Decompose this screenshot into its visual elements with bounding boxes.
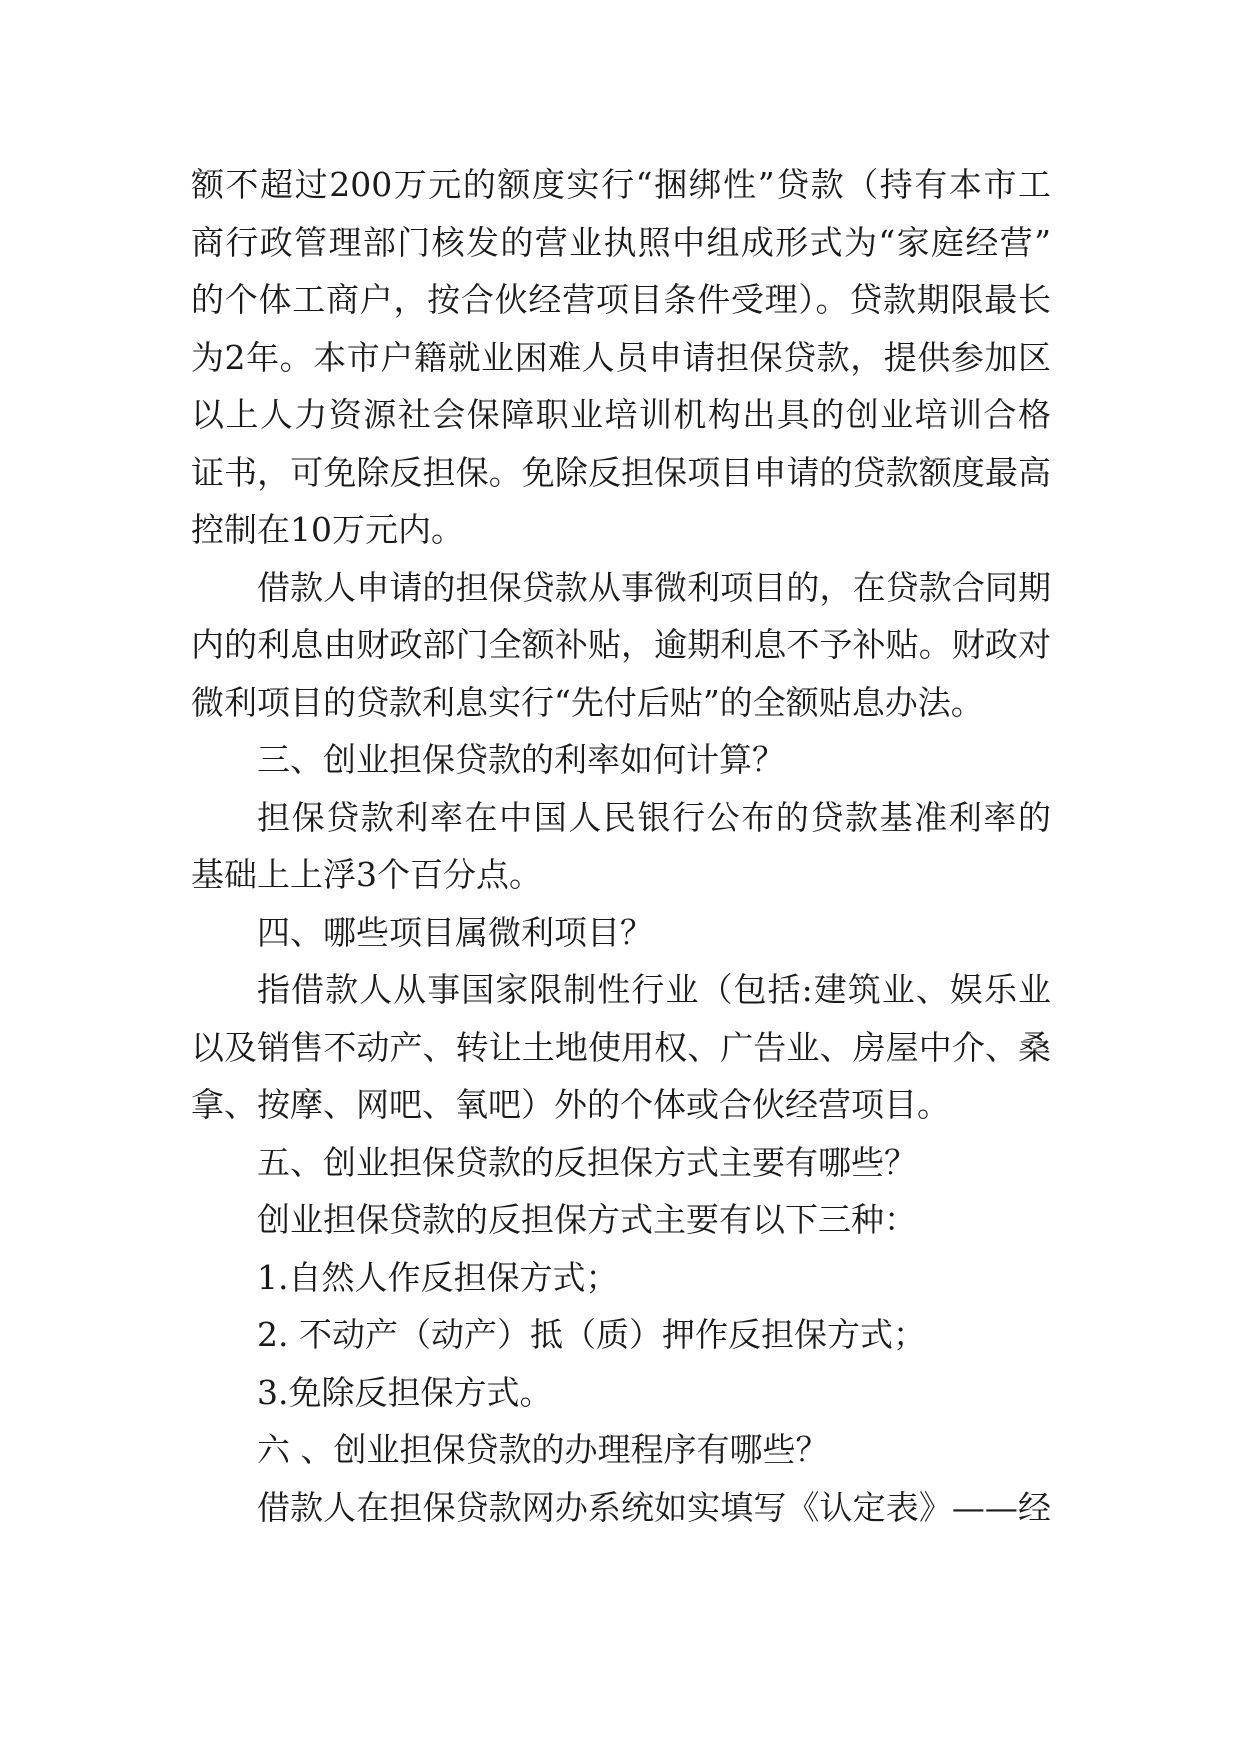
section-heading: 五、创业担保贷款的反担保方式主要有哪些？ bbox=[257, 1143, 917, 1182]
body-text-line: 为2年。本市户籍就业困难人员申请担保贷款，提供参加区 bbox=[191, 338, 1051, 377]
body-text-line: 商行政管理部门核发的营业执照中组成形式为“家庭经营” bbox=[191, 223, 1051, 262]
paragraph-first-line: 担保贷款利率在中国人民银行公布的贷款基准利率的 bbox=[257, 798, 1051, 837]
section-heading: 四、哪些项目属微利项目？ bbox=[257, 913, 653, 952]
body-text-line: 基础上上浮3个百分点。 bbox=[191, 855, 542, 894]
body-text-line: 微利项目的贷款利息实行“先付后贴”的全额贴息办法。 bbox=[191, 683, 984, 722]
section-heading: 三、创业担保贷款的利率如何计算？ bbox=[257, 740, 785, 779]
body-text-line: 内的利息由财政部门全额补贴，逾期利息不予补贴。财政对 bbox=[191, 625, 1051, 664]
body-text-line: 的个体工商户，按合伙经营项目条件受理）。贷款期限最长 bbox=[191, 280, 1051, 319]
body-text-line: 控制在10万元内。 bbox=[191, 510, 464, 549]
body-text-line: 以上人力资源社会保障职业培训机构出具的创业培训合格 bbox=[191, 395, 1051, 434]
paragraph-first-line: 创业担保贷款的反担保方式主要有以下三种： bbox=[257, 1200, 917, 1239]
list-item: 2. 不动产（动产）抵（质）押作反担保方式； bbox=[257, 1315, 926, 1354]
section-heading: 六 、创业担保贷款的办理程序有哪些？ bbox=[257, 1430, 829, 1469]
paragraph-first-line: 指借款人从事国家限制性行业（包括:建筑业、娱乐业 bbox=[257, 970, 1051, 1009]
body-text-line: 以及销售不动产、转让土地使用权、广告业、房屋中介、桑 bbox=[191, 1028, 1051, 1067]
body-text-line: 证书，可免除反担保。免除反担保项目申请的贷款额度最高 bbox=[191, 453, 1051, 492]
paragraph-first-line: 借款人在担保贷款网办系统如实填写《认定表》——经 bbox=[257, 1488, 1051, 1527]
body-text-line: 额不超过200万元的额度实行“捆绑性”贷款（持有本市工 bbox=[191, 165, 1051, 204]
list-item: 1.自然人作反担保方式； bbox=[257, 1258, 619, 1297]
paragraph-first-line: 借款人申请的担保贷款从事微利项目的，在贷款合同期 bbox=[257, 568, 1051, 607]
body-text-line: 拿、按摩、网吧、氧吧）外的个体或合伙经营项目。 bbox=[191, 1085, 950, 1124]
list-item: 3.免除反担保方式。 bbox=[257, 1373, 553, 1412]
